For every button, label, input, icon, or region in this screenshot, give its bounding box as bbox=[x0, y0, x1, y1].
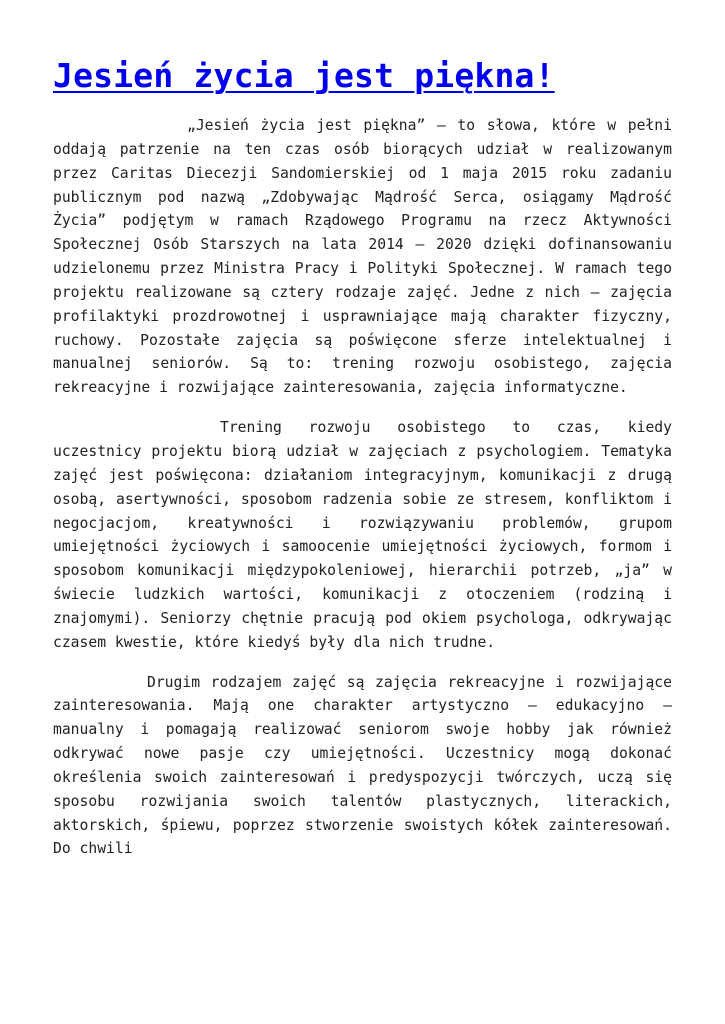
article-paragraph-2: Trening rozwoju osobistego to czas, kiedy uczestnicy projektu biorą udział w zajęciach z psychologiem. Tematyka zajęć jest poświęcona: działaniom integracyjnym, komunikacji z drugą osobą, asertywności, sposobom radzenia sobie ze stresem, konfliktom i negocjacjom, kreatywności i rozwiązywaniu problemów, grupom umiejętności życiowych i samoocenie umiejętności życiowych, formom i sposobom komunikacji międzypokoleniowej, hierarchii potrzeb, „ja” w świecie ludzkich wartości, komunikacji z otoczeniem (rodziną i znajomymi). Seniorzy chętnie pracują pod okiem psychologa, odkrywając czasem kwestie, które kiedyś były dla nich trudne. bbox=[53, 419, 672, 651]
article-title-link[interactable]: Jesień życia jest piękna! bbox=[53, 56, 555, 95]
article-paragraph-1: „Jesień życia jest piękna” – to słowa, które w pełni oddają patrzenie na ten czas osób biorących udział w realizowanym przez Caritas Diecezji Sandomierskiej od 1 maja 2015 roku zadaniu publicznym pod nazwą „Zdobywając Mądrość Serca, osiągamy Mądrość Życia” podjętym w ramach Rządowego Programu na rzecz Aktywności Społecznej Osób Starszych na lata 2014 – 2020 dzięki dofinansowaniu udzielonemu przez Ministra Pracy i Polityki Społecznej. W ramach tego projektu realizowane są cztery rodzaje zajęć. Jedne z nich – zajęcia profilaktyki prozdrowotnej i usprawniające mają charakter fizyczny, ruchowy. Pozostałe zajęcia są poświęcone sferze intelektualnej i manualnej seniorów. Są to: trening rozwoju osobistego, zajęcia rekreacyjne i rozwijające zainteresowania, zajęcia informatyczne. bbox=[53, 117, 672, 397]
article bbox=[53, 52, 672, 877]
article-paragraph-3: Drugim rodzajem zajęć są zajęcia rekreacyjne i rozwijające zainteresowania. Mają one charakter artystyczno – edukacyjno – manualny i pomagają realizować seniorom swoje hobby jak również odkrywać nowe pasje czy umiejętności. Uczestnicy mogą dokonać określenia swoich zainteresowań i predyspozycji twórczych, uczą się sposobu rozwijania swoich talentów plastycznych, literackich, aktorskich, śpiewu, poprzez stworzenie swoistych kółek zainteresowań. Do chwili bbox=[53, 673, 672, 858]
article-title bbox=[53, 52, 672, 100]
